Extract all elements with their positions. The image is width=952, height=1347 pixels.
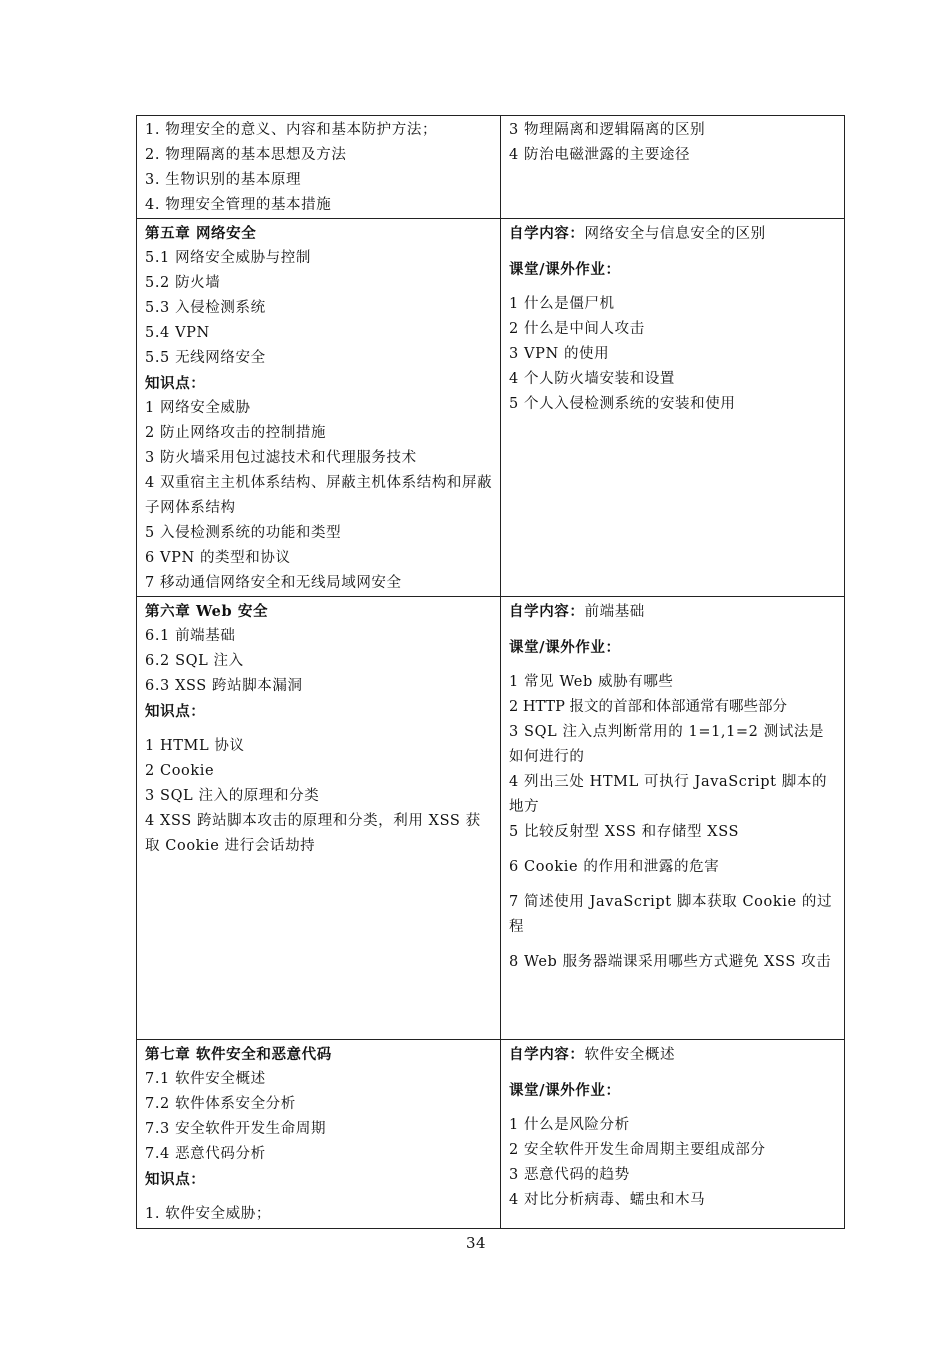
left-cell <box>137 597 501 1040</box>
section-item: 6.1 前端基础 <box>145 628 236 644</box>
homework-item: 4 个人防火墙安装和设置 <box>509 371 676 387</box>
knowledge-label: 知识点： <box>145 703 206 720</box>
list-item: 4. 物理安全管理的基本措施 <box>145 197 332 213</box>
homework-item: 3 SQL 注入点判断常用的 1=1,1=2 测试法是如何进行的 <box>509 724 825 765</box>
section-item: 7.3 安全软件开发生命周期 <box>145 1121 327 1137</box>
homework-item: 4 列出三处 HTML 可执行 JavaScript 脚本的地方 <box>509 774 828 815</box>
homework-item: 3 恶意代码的趋势 <box>509 1167 630 1183</box>
knowledge-item: 6 VPN 的类型和协议 <box>145 550 291 566</box>
section-item: 5.5 无线网络安全 <box>145 350 266 366</box>
self-study-label: 自学内容： <box>509 225 585 242</box>
table-row <box>137 1040 845 1229</box>
self-study-line <box>509 1042 837 1068</box>
self-study-text: 前端基础 <box>584 604 645 620</box>
homework-label: 课堂/课外作业： <box>509 1082 621 1099</box>
list-item: 2. 物理隔离的基本思想及方法 <box>145 147 347 163</box>
list-item: 3 物理隔离和逻辑隔离的区别 <box>509 122 706 138</box>
knowledge-label: 知识点： <box>145 375 206 392</box>
knowledge-item: 2 防止网络攻击的控制措施 <box>145 425 327 441</box>
homework-item: 8 Web 服务器端课采用哪些方式避免 XSS 攻击 <box>509 954 832 970</box>
section-item: 7.2 软件体系安全分析 <box>145 1096 296 1112</box>
section-item: 6.2 SQL 注入 <box>145 653 244 669</box>
knowledge-item: 7 移动通信网络安全和无线局域网安全 <box>145 575 402 591</box>
homework-item: 4 对比分析病毒、蠕虫和木马 <box>509 1192 706 1208</box>
homework-label: 课堂/课外作业： <box>509 639 621 656</box>
right-cell <box>501 597 845 1040</box>
syllabus-table <box>136 115 845 1229</box>
right-cell <box>501 219 845 597</box>
self-study-line <box>509 221 837 247</box>
knowledge-label: 知识点： <box>145 1171 206 1188</box>
knowledge-item: 1 网络安全威胁 <box>145 400 251 416</box>
homework-item: 1 什么是僵尸机 <box>509 296 615 312</box>
left-cell <box>137 116 501 219</box>
knowledge-item: 1. 软件安全威胁； <box>145 1206 271 1222</box>
homework-item: 3 VPN 的使用 <box>509 346 610 362</box>
homework-item: 5 比较反射型 XSS 和存储型 XSS <box>509 824 740 840</box>
list-item: 1. 物理安全的意义、内容和基本防护方法； <box>145 122 438 138</box>
chapter-title: 第六章 Web 安全 <box>145 603 269 620</box>
section-item: 5.3 入侵检测系统 <box>145 300 266 316</box>
table-row <box>137 219 845 597</box>
homework-item: 2 安全软件开发生命周期主要组成部分 <box>509 1142 766 1158</box>
homework-item: 6 Cookie 的作用和泄露的危害 <box>509 859 720 875</box>
knowledge-item: 3 SQL 注入的原理和分类 <box>145 788 320 804</box>
homework-item: 1 什么是风险分析 <box>509 1117 630 1133</box>
table-row <box>137 597 845 1040</box>
section-item: 5.4 VPN <box>145 325 210 341</box>
homework-label: 课堂/课外作业： <box>509 261 621 278</box>
knowledge-item: 2 Cookie <box>145 763 215 779</box>
homework-item: 1 常见 Web 威胁有哪些 <box>509 674 674 690</box>
self-study-label: 自学内容： <box>509 603 585 620</box>
chapter-title: 第七章 软件安全和恶意代码 <box>145 1046 332 1063</box>
section-item: 7.4 恶意代码分析 <box>145 1146 266 1162</box>
self-study-label: 自学内容： <box>509 1046 585 1063</box>
list-item: 3. 生物识别的基本原理 <box>145 172 302 188</box>
self-study-text: 软件安全概述 <box>584 1047 676 1063</box>
list-item: 4 防治电磁泄露的主要途径 <box>509 147 691 163</box>
page-number: 34 <box>465 1234 487 1252</box>
homework-item: 5 个人入侵检测系统的安装和使用 <box>509 396 736 412</box>
left-cell <box>137 219 501 597</box>
homework-item: 7 简述使用 JavaScript 脚本获取 Cookie 的过程 <box>509 894 833 935</box>
section-item: 5.2 防火墙 <box>145 275 221 291</box>
self-study-line <box>509 599 837 625</box>
knowledge-item: 1 HTML 协议 <box>145 738 245 754</box>
right-cell <box>501 1040 845 1229</box>
knowledge-item: 5 入侵检测系统的功能和类型 <box>145 525 342 541</box>
chapter-title: 第五章 网络安全 <box>145 225 257 242</box>
section-item: 7.1 软件安全概述 <box>145 1071 266 1087</box>
knowledge-item: 3 防火墙采用包过滤技术和代理服务技术 <box>145 450 417 466</box>
section-item: 6.3 XSS 跨站脚本漏洞 <box>145 678 303 694</box>
homework-item: 2 什么是中间人攻击 <box>509 321 645 337</box>
section-item: 5.1 网络安全威胁与控制 <box>145 250 311 266</box>
table-row <box>137 116 845 219</box>
knowledge-item: 4 XSS 跨站脚本攻击的原理和分类，利用 XSS 获取 Cookie 进行会话劫持 <box>145 813 481 854</box>
knowledge-item: 4 双重宿主主机体系结构、屏蔽主机体系结构和屏蔽子网体系结构 <box>145 475 493 516</box>
left-cell <box>137 1040 501 1229</box>
homework-item: 2 HTTP 报文的首部和体部通常有哪些部分 <box>509 699 787 715</box>
self-study-text: 网络安全与信息安全的区别 <box>584 226 766 242</box>
right-cell <box>501 116 845 219</box>
